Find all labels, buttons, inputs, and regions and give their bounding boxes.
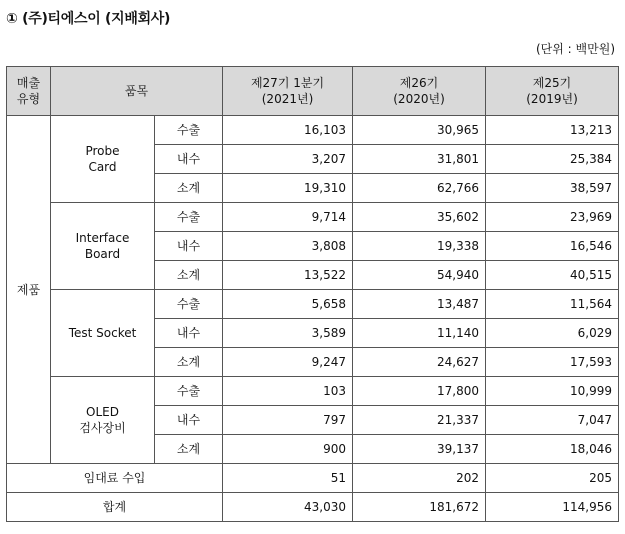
- value-cell: 3,808: [223, 232, 353, 261]
- value-cell: 5,658: [223, 290, 353, 319]
- value-cell: 6,029: [486, 319, 619, 348]
- value-cell: 39,137: [353, 435, 486, 464]
- value-cell: 205: [486, 464, 619, 493]
- header-period-3: 제25기 (2019년): [486, 67, 619, 116]
- value-cell: 103: [223, 377, 353, 406]
- header-period-1: 제27기 1분기 (2021년): [223, 67, 353, 116]
- value-cell: 38,597: [486, 174, 619, 203]
- value-cell: 202: [353, 464, 486, 493]
- row-label: 수출: [155, 290, 223, 319]
- row-label: 소계: [155, 348, 223, 377]
- group-name: OLED 검사장비: [51, 377, 155, 464]
- value-cell: 3,589: [223, 319, 353, 348]
- group-name: Test Socket: [51, 290, 155, 377]
- row-label: 수출: [155, 203, 223, 232]
- value-cell: 11,564: [486, 290, 619, 319]
- header-period-2: 제26기 (2020년): [353, 67, 486, 116]
- value-cell: 10,999: [486, 377, 619, 406]
- header-row: [7, 67, 619, 116]
- value-cell: 181,672: [353, 493, 486, 522]
- header-type: 매출 유형: [7, 67, 51, 116]
- value-cell: 40,515: [486, 261, 619, 290]
- row-label: 내수: [155, 406, 223, 435]
- header-item: 품목: [51, 67, 223, 116]
- group-name: Probe Card: [51, 116, 155, 203]
- value-cell: 797: [223, 406, 353, 435]
- row-label: 소계: [155, 435, 223, 464]
- table-row: [7, 203, 619, 232]
- table-row: [7, 377, 619, 406]
- value-cell: 114,956: [486, 493, 619, 522]
- row-label: 내수: [155, 145, 223, 174]
- value-cell: 17,800: [353, 377, 486, 406]
- value-cell: 62,766: [353, 174, 486, 203]
- category-cell: 제품: [7, 116, 51, 464]
- value-cell: 19,310: [223, 174, 353, 203]
- total-row: [7, 493, 619, 522]
- table-row: [7, 116, 619, 145]
- unit-label: (단위 : 백만원): [536, 42, 615, 56]
- row-label: 소계: [155, 174, 223, 203]
- value-cell: 7,047: [486, 406, 619, 435]
- value-cell: 35,602: [353, 203, 486, 232]
- value-cell: 25,384: [486, 145, 619, 174]
- sales-table: [6, 66, 619, 522]
- value-cell: 16,103: [223, 116, 353, 145]
- value-cell: 54,940: [353, 261, 486, 290]
- value-cell: 13,213: [486, 116, 619, 145]
- section-title: ① (주)티에스이 (지배회사): [6, 11, 171, 27]
- row-label: 수출: [155, 377, 223, 406]
- value-cell: 17,593: [486, 348, 619, 377]
- row-label: 내수: [155, 319, 223, 348]
- row-label: 내수: [155, 232, 223, 261]
- value-cell: 9,247: [223, 348, 353, 377]
- value-cell: 43,030: [223, 493, 353, 522]
- rental-label: 임대료 수입: [7, 464, 223, 493]
- value-cell: 51: [223, 464, 353, 493]
- value-cell: 31,801: [353, 145, 486, 174]
- value-cell: 23,969: [486, 203, 619, 232]
- value-cell: 13,487: [353, 290, 486, 319]
- value-cell: 18,046: [486, 435, 619, 464]
- value-cell: 3,207: [223, 145, 353, 174]
- value-cell: 11,140: [353, 319, 486, 348]
- total-label: 합계: [7, 493, 223, 522]
- row-label: 수출: [155, 116, 223, 145]
- value-cell: 30,965: [353, 116, 486, 145]
- value-cell: 16,546: [486, 232, 619, 261]
- rental-row: [7, 464, 619, 493]
- value-cell: 13,522: [223, 261, 353, 290]
- value-cell: 900: [223, 435, 353, 464]
- value-cell: 9,714: [223, 203, 353, 232]
- row-label: 소계: [155, 261, 223, 290]
- value-cell: 24,627: [353, 348, 486, 377]
- group-name: Interface Board: [51, 203, 155, 290]
- value-cell: 19,338: [353, 232, 486, 261]
- table-row: [7, 290, 619, 319]
- value-cell: 21,337: [353, 406, 486, 435]
